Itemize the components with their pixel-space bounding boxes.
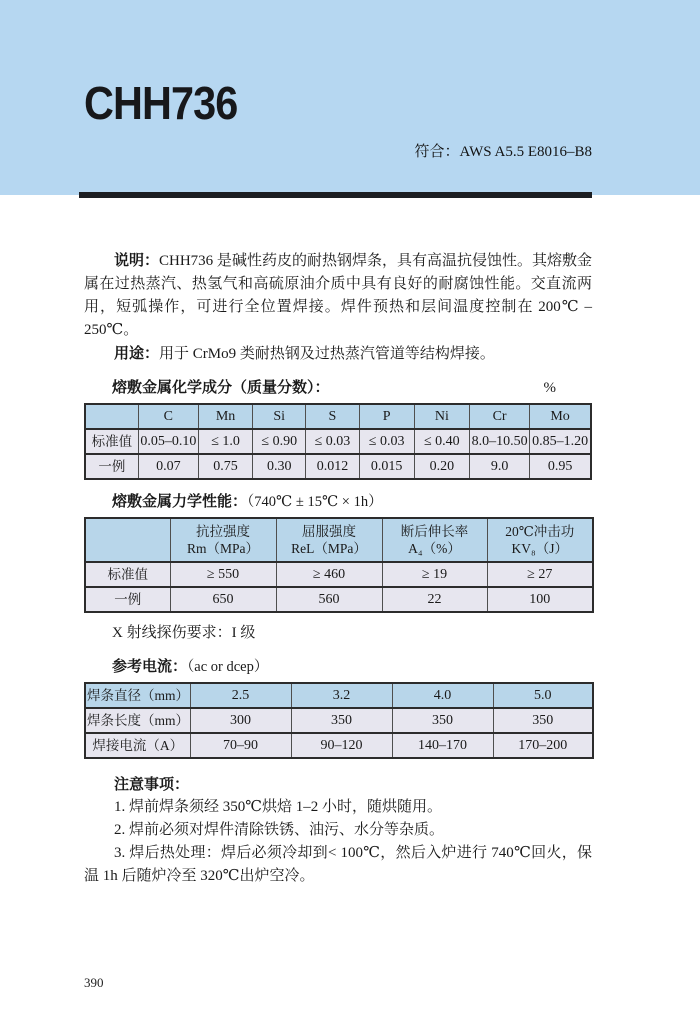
data-cell: 0.30 (253, 454, 306, 479)
current-condition: （ac or dcep） (187, 659, 269, 675)
mechanical-section-head (84, 492, 592, 512)
corner-cell (85, 518, 170, 562)
table-row (85, 429, 591, 454)
data-cell: 560 (276, 587, 382, 612)
header-line1: 断后伸长率 (400, 524, 469, 539)
data-cell: 0.20 (414, 454, 469, 479)
header-cell (276, 518, 382, 562)
data-cell: ≥ 19 (382, 562, 487, 587)
row-label-cell: 标准值 (85, 429, 138, 454)
description-label: 说明： (114, 252, 160, 269)
xray-requirement-note: X 射线探伤要求：I 级 (112, 625, 256, 641)
header-cell: Ni (414, 404, 469, 429)
chemical-section-title: 熔敷金属化学成分（质量分数）： (112, 379, 330, 396)
description-paragraph (84, 249, 592, 342)
product-code-title: CHH736 (84, 77, 238, 129)
data-cell: ≤ 0.03 (359, 429, 414, 454)
description-text: CHH736 是碱性药皮的耐热钢焊条，具有高温抗侵蚀性。其熔敷金属在过热蒸汽、热氢气和高硫原油介质中具有良好的耐腐蚀性能。交直流两用，短弧操作，可进行全位置焊接。焊件预热和层间温度控制在 200℃ – 250℃。 (84, 253, 592, 338)
data-cell: 140–170 (392, 733, 493, 758)
reference-current-table (84, 682, 594, 759)
header-cell: 2.5 (190, 683, 291, 708)
header-cell (170, 518, 276, 562)
data-cell: 300 (190, 708, 291, 733)
page-content (84, 249, 592, 888)
chemical-unit-label: % (543, 380, 556, 396)
data-cell: 650 (170, 587, 276, 612)
data-cell: 0.015 (359, 454, 414, 479)
header-cell: S (306, 404, 359, 429)
note-item: 2. 焊前必须对焊件清除铁锈、油污、水分等杂质。 (114, 822, 445, 838)
note-item: 3. 焊后热处理：焊后必须冷却到< 100℃，然后入炉进行 740℃回火，保温 1h 后随炉冷至 320℃出炉空冷。 (84, 845, 592, 884)
data-cell: ≤ 1.0 (198, 429, 252, 454)
mechanical-condition: （740℃ ± 15℃ × 1h） (247, 494, 383, 510)
row-label-cell: 焊条长度（mm） (85, 708, 190, 733)
page-number: 390 (84, 975, 104, 990)
current-section-title: 参考电流： (112, 658, 188, 675)
header-cell: 3.2 (291, 683, 392, 708)
compliance-text: 符合：AWS A5.5 E8016–B8 (414, 144, 592, 160)
row-label-cell: 焊接电流（A） (85, 733, 190, 758)
header-cell: Si (253, 404, 306, 429)
notes-title: 注意事项： (114, 776, 190, 793)
header-line2: Rm（MPa） (186, 541, 259, 556)
data-cell: ≤ 0.03 (306, 429, 359, 454)
chemical-section-head (84, 378, 592, 398)
table-row (85, 454, 591, 479)
chemical-composition-table (84, 403, 592, 480)
header-cell: 5.0 (493, 683, 593, 708)
row-label-cell: 焊条直径（mm） (85, 683, 190, 708)
note-item: 1. 焊前焊条须经 350℃烘焙 1–2 小时，随烘随用。 (114, 799, 443, 815)
header-line2: A₄（%） (408, 541, 461, 556)
data-cell: 70–90 (190, 733, 291, 758)
data-cell: 350 (291, 708, 392, 733)
corner-cell (85, 404, 138, 429)
data-cell: 0.07 (138, 454, 198, 479)
header-line1: 屈服强度 (302, 524, 356, 539)
header-line1: 20℃冲击功 (505, 524, 575, 539)
table-row (85, 587, 593, 612)
data-cell: ≥ 27 (487, 562, 593, 587)
header-cell (487, 518, 593, 562)
data-cell: 100 (487, 587, 593, 612)
table-row (85, 733, 593, 758)
data-cell: 0.05–0.10 (138, 429, 198, 454)
data-cell: 8.0–10.50 (469, 429, 529, 454)
header-cell: Mn (198, 404, 252, 429)
header-line2: ReL（MPa） (291, 541, 367, 556)
data-cell: 90–120 (291, 733, 392, 758)
header-line2: KV₈（J） (511, 541, 568, 556)
header-cell: 4.0 (392, 683, 493, 708)
row-label-cell: 一例 (85, 454, 138, 479)
table-row (85, 708, 593, 733)
row-label-cell: 标准值 (85, 562, 170, 587)
data-cell: 350 (392, 708, 493, 733)
header-cell: C (138, 404, 198, 429)
data-cell: 0.75 (198, 454, 252, 479)
data-cell: 9.0 (469, 454, 529, 479)
header-cell (382, 518, 487, 562)
mechanical-properties-table (84, 517, 594, 613)
data-cell: 0.012 (306, 454, 359, 479)
table-header-row (85, 683, 593, 708)
table-header-row (85, 518, 593, 562)
table-row (85, 562, 593, 587)
header-divider-bar (79, 192, 592, 198)
header-cell: P (359, 404, 414, 429)
usage-text: 用于 CrMo9 类耐热钢及过热蒸汽管道等结构焊接。 (159, 346, 495, 362)
row-label-cell: 一例 (85, 587, 170, 612)
data-cell: 170–200 (493, 733, 593, 758)
header-cell: Mo (530, 404, 591, 429)
header-cell: Cr (469, 404, 529, 429)
data-cell: 350 (493, 708, 593, 733)
data-cell: ≥ 550 (170, 562, 276, 587)
data-cell: 0.95 (530, 454, 591, 479)
usage-paragraph (84, 342, 592, 366)
header-line1: 抗拉强度 (196, 524, 250, 539)
usage-label: 用途： (114, 345, 160, 362)
data-cell: 22 (382, 587, 487, 612)
table-header-row (85, 404, 591, 429)
current-section-head (84, 657, 592, 677)
mechanical-section-title: 熔敷金属力学性能： (112, 493, 248, 510)
data-cell: ≤ 0.90 (253, 429, 306, 454)
data-cell: ≤ 0.40 (414, 429, 469, 454)
data-cell: ≥ 460 (276, 562, 382, 587)
data-cell: 0.85–1.20 (530, 429, 591, 454)
